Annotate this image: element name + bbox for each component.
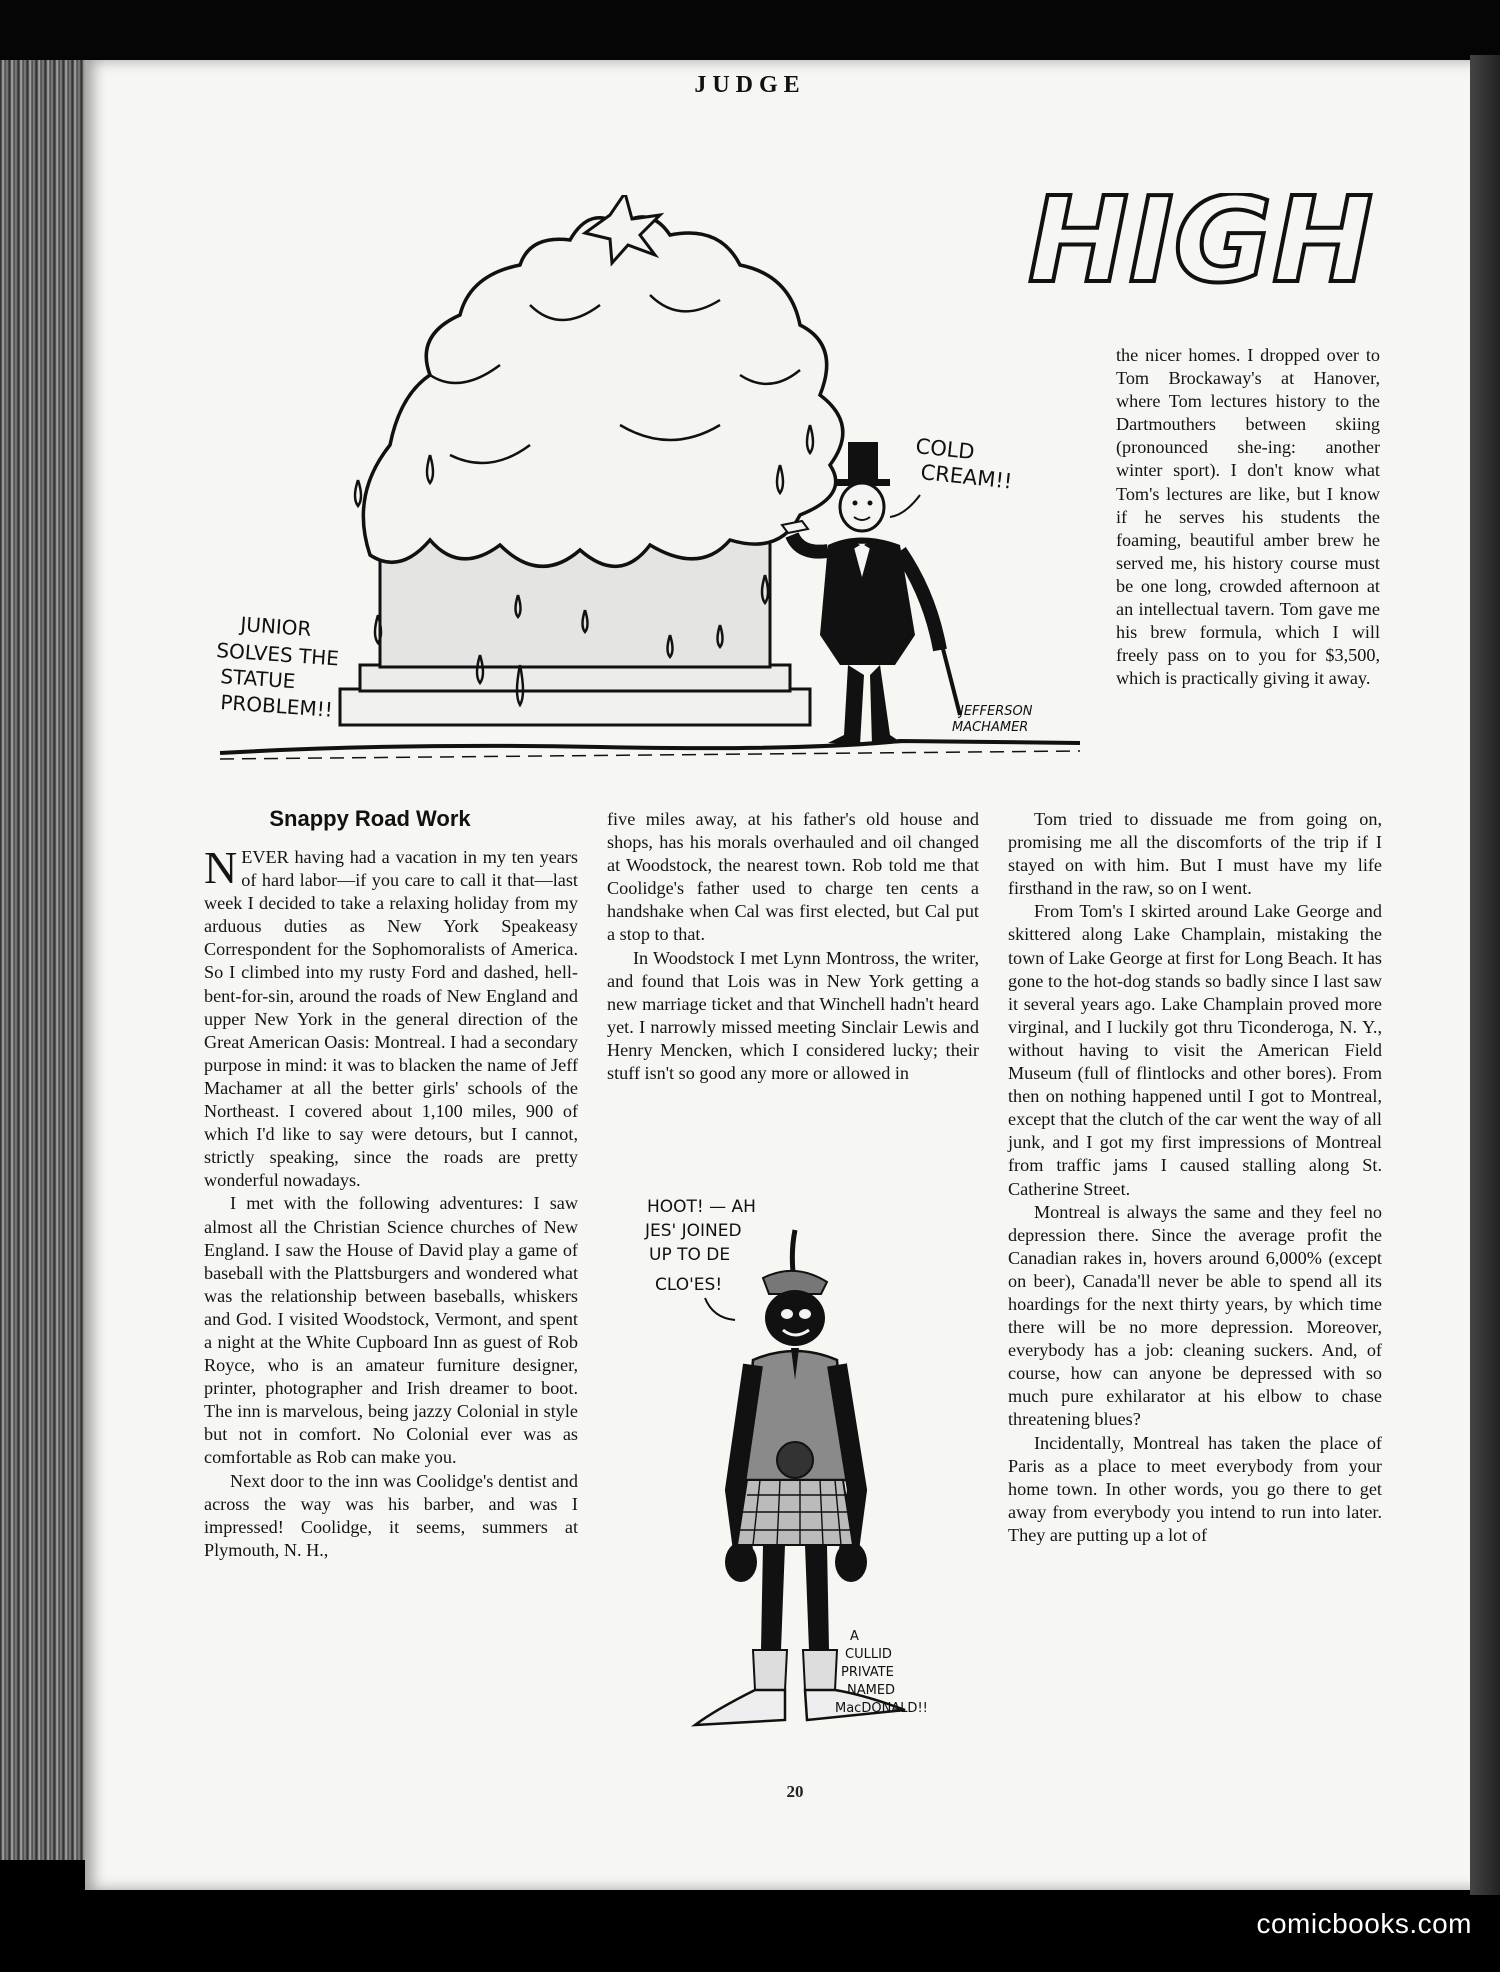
title-art-text: HIGH (1028, 193, 1373, 293)
article-paragraph: NEVER having had a vacation in my ten years of hard labor—if you care to call it that—last week I decided to take a relaxing holiday from my arduous duties as New York Speakeasy Correspondent for the Sophomoralists of America. So I climbed into my rusty Ford and dashed, hell-bent-for-sin, around the roads of New England and upper New York in the general direction of the Great American Oasis: Montreal. I had a secondary purpose in mind: it was to blacken the name of Jeff Machamer at all the better girls' schools of the Northeast. I covered about 1,100 miles, 900 of which I'd like to say were detours, but I cannot, strictly speaking, since the roads are pretty wonderful nowadays. (204, 842, 578, 1191)
watermark-bar (1190, 1904, 1500, 1950)
cartoon2-caption-line3: PRIVATE (841, 1665, 894, 1680)
article-column-1 (204, 842, 578, 1562)
cartoon2-caption-line2: CULLID (845, 1647, 892, 1662)
cartoon2-speech-line4: CLO'ES! (655, 1275, 723, 1295)
cartoon1-speech-line1: COLD (914, 434, 976, 465)
article-column-3 (1008, 808, 1382, 1547)
cartoon2-caption-line1: A (850, 1629, 859, 1644)
article-paragraph: From Tom's I skirted around Lake George and skittered along Lake Champlain, mistaking the town of Lake George at first for Long Beach. It has gone to the hot-dog stands so badly since I last saw it several years ago. Lake Champlain proved more virginal, and I luckily got thru Ticonderoga, N. Y., without having to visit the American Field Museum (full of flintlocks and other bores). From then on nothing happened until I got to Montreal, except that the clutch of the car went the way of all junk, and I got my first impressions of Montreal from traffic jams I caused stalling along St. Catherine Street. (1008, 901, 1382, 1199)
cartoon2-caption-line5: MacDONALD!! (835, 1701, 928, 1716)
cartoon1-signature-line1: JEFFERSON (960, 704, 1033, 719)
article-paragraph: five miles away, at his father's old house and shops, has his morals overhauled and oil changed at Woodstock, the nearest town. Rob told me that Coolidge's father used to charge ten cents a handshake when Cal was first elected, but Cal put a stop to that. (607, 809, 979, 945)
magazine-name: JUDGE (694, 72, 806, 98)
article-section-title: Snappy Road Work (269, 806, 471, 831)
cartoon1-caption-line3: STATUE (219, 664, 297, 694)
cartoon-statue (200, 195, 1100, 765)
article-paragraph: I met with the following adventures: I saw almost all the Christian Science churches of New England. I saw the House of David play a game of baseball with the Plattsburgers and wondered what was the relationship between baseballs, whiskers and God. I visited Woodstock, Vermont, and spent a night at the White Cupboard Inn as guest of Rob Royce, who is an amateur furniture designer, printer, photographer and Irish dreamer to boot. The inn is marvelous, being jazzy Colonial in style but not in comfort. No Colonial ever was as comfortable as Rob can make you. (204, 1193, 578, 1468)
article-paragraph: Incidentally, Montreal has taken the place of Paris as a place to meet everybody from your home town. In other words, you go there to get away from everybody you intend to run into later. They are putting up a lot of (1008, 1432, 1382, 1545)
article-paragraph: Montreal is always the same and they feel no depression there. Since the average profit the Canadian rakes in, hovers around 6,000% (except on beer), Canada'll never be able to spend all its hoardings for the next thirty years, by which time there will be no more depression. Moreover, everybody has a job: cleaning suckers. And, of course, how can anyone be depressed with so much pure exhilarator at his elbow to chase threatening blues? (1008, 1201, 1382, 1430)
opening-smallcaps: EVER (241, 847, 289, 867)
cartoon-kilted-private (635, 1190, 955, 1770)
article-paragraph: Tom tried to dissuade me from going on, promising me all the discomforts of the trip if I stayed on with him. But I must have my life firsthand in the raw, so on I went. (1008, 809, 1382, 899)
article-paragraph: Next door to the inn was Coolidge's dentist and across the way was his barber, and was I impressed! Coolidge, it seems, summers at Plymouth, N. H., (204, 1470, 578, 1560)
cartoon1-speech-line2: CREAM!! (919, 460, 1014, 494)
cartoon2-caption-line4: NAMED (847, 1683, 896, 1698)
cartoon1-caption-line4: PROBLEM!! (219, 690, 334, 722)
cartoon1-caption-line2: SOLVES THE (215, 638, 340, 671)
watermark-text: comicbooks.com (1256, 1908, 1472, 1939)
cartoon1-signature-line2: MACHAMER (952, 720, 1029, 735)
cartoon2-speech-line1: HOOT! — AH (647, 1197, 756, 1217)
cartoon2-speech-line3: UP TO DE (649, 1245, 731, 1265)
drop-cap: N (204, 842, 238, 893)
article-paragraph: In Woodstock I met Lynn Montross, the writer, and found that Lois was in New York getting a new marriage ticket and that Winchell hadn't heard yet. I narrowly missed meeting Sinclair Lewis and Henry Mencken, which I considered lucky; their stuff isn't so good any more or allowed in (607, 947, 979, 1084)
article-paragraph: the nicer homes. I dropped over to Tom Brockaway's at Hanover, where Tom lectures history to the Dartmouthers between skiing (pronounced she-ing: another winter sport). I don't know what Tom's lectures are like, but I know if he serves his students the foaming, beautiful amber brew he served me, his history course must be one long, crowded afternoon at an intellectual tavern. Tom gave me his brew formula, which I will freely pass on to you for $3,500, which is practically giving it away. (1116, 345, 1380, 689)
page-number: 20 (786, 1782, 804, 1801)
cartoon2-speech-line2: JES' JOINED (645, 1221, 742, 1241)
article-column-2 (607, 808, 979, 1085)
article-column-3-top (1116, 344, 1380, 690)
cartoon1-caption-line1: JUNIOR (239, 612, 313, 641)
book-spine-right (1470, 55, 1500, 1895)
